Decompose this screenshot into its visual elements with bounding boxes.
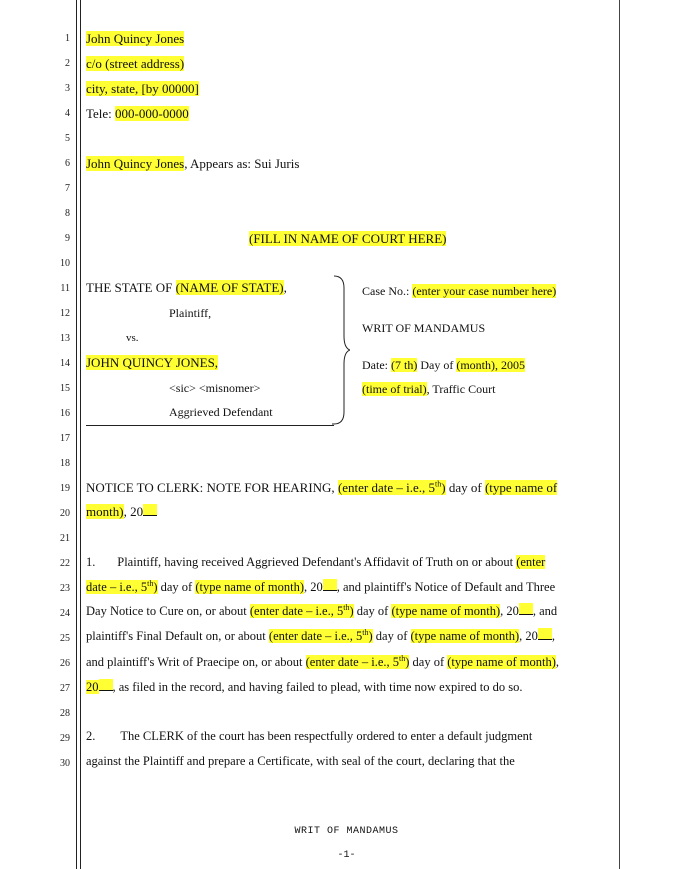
line-number: 7 xyxy=(65,183,70,194)
caption-brace xyxy=(332,274,350,426)
appears-name: John Quincy Jones xyxy=(86,156,185,171)
notice-date-sup: th xyxy=(435,479,442,489)
para1-l23-date-text: date – i.e., 5 xyxy=(86,580,148,594)
aggrieved-label: Aggrieved Defendant xyxy=(169,405,273,419)
para1-l23-day-of: day of xyxy=(157,580,196,594)
notice-date-text: (enter date – i.e., 5 xyxy=(337,480,436,495)
traffic-court: , Traffic Court xyxy=(426,382,496,396)
footer-page-number: -1- xyxy=(337,850,356,861)
para1-l25-sup: th xyxy=(362,627,369,637)
header-address-text: c/o (street address) xyxy=(86,56,185,71)
date-day: (7 th) xyxy=(391,358,418,372)
appears-line xyxy=(86,156,299,172)
para1-l25-day-of: day of xyxy=(372,629,411,643)
notice-date xyxy=(338,480,446,495)
date-mid: Day of xyxy=(417,358,457,372)
caption-rule xyxy=(86,425,334,426)
para1-l26-close: ) xyxy=(405,655,410,669)
notice-date-close: ) xyxy=(441,480,446,495)
line-number: 14 xyxy=(60,358,70,369)
notice-day-of: day of xyxy=(445,480,485,495)
para1-l24-close: ) xyxy=(349,604,354,618)
para1-line-27 xyxy=(86,679,522,695)
margin-rule-inner xyxy=(80,0,81,869)
line-number: 26 xyxy=(60,658,70,669)
line-number: 19 xyxy=(60,483,70,494)
trial-line xyxy=(362,381,495,397)
line-number: 12 xyxy=(60,308,70,319)
defendant-name xyxy=(86,355,218,371)
date-year: , 2005 xyxy=(495,358,525,372)
para1-l23-year: , 20 xyxy=(304,580,323,594)
time-of-trial: (time of trial) xyxy=(362,382,427,396)
para1-l25-text: plaintiff's Final Default on, or about xyxy=(86,629,269,643)
date-label: Date: xyxy=(362,358,391,372)
para1-l25-rest: , xyxy=(551,629,556,643)
para2-l29-text: The CLERK of the court has been respectfully ordered to enter a default judgment xyxy=(120,729,533,743)
case-no-line xyxy=(362,283,556,299)
margin-rule-right xyxy=(619,0,620,869)
para1-line-22 xyxy=(86,554,545,570)
margin-rule-outer xyxy=(76,0,77,869)
line-number: 18 xyxy=(60,458,70,469)
notice-month-cont: month) xyxy=(86,504,124,519)
para1-line-25 xyxy=(86,628,555,644)
para1-num: 1. xyxy=(86,555,96,569)
line-number: 1 xyxy=(65,33,70,44)
para1-l23-sup: th xyxy=(147,578,154,588)
para1-l27-blank xyxy=(99,679,113,691)
state-line xyxy=(86,280,287,296)
tele-label: Tele: xyxy=(86,106,112,121)
date-month: (month) xyxy=(456,358,495,372)
writ-label: WRIT OF MANDAMUS xyxy=(362,321,486,335)
para1-l25-date-text: (enter date – i.e., 5 xyxy=(268,629,363,643)
notice-month: (type name of xyxy=(484,480,558,495)
line-number: 22 xyxy=(60,558,70,569)
para1-l24-date-text: (enter date – i.e., 5 xyxy=(249,604,344,618)
line-number: 20 xyxy=(60,508,70,519)
case-no-value: (enter your case number here) xyxy=(412,284,557,298)
court-title-text: (FILL IN NAME OF COURT HERE) xyxy=(249,231,447,246)
para1-l23-close: ) xyxy=(153,580,158,594)
header-city xyxy=(86,81,199,97)
para1-l24-year: , 20 xyxy=(500,604,519,618)
para1-l24-rest: , and xyxy=(532,604,558,618)
para1-l24-sup: th xyxy=(343,602,350,612)
line-number: 16 xyxy=(60,408,70,419)
plaintiff-label: Plaintiff, xyxy=(169,306,212,320)
court-title xyxy=(249,231,446,247)
para1-l26-day-of: day of xyxy=(409,655,448,669)
para1-line-23 xyxy=(86,579,555,595)
para1-line-26 xyxy=(86,654,559,670)
line-number: 29 xyxy=(60,733,70,744)
date-line xyxy=(362,357,525,373)
header-name xyxy=(86,31,184,47)
line-number: 2 xyxy=(65,58,70,69)
line-number: 10 xyxy=(60,258,70,269)
para1-l27-rest: , as filed in the record, and having failed to plead, with time now expired to do so. xyxy=(112,680,523,694)
line-number: 30 xyxy=(60,758,70,769)
line-number: 5 xyxy=(65,133,70,144)
appears-rest: , Appears as: Sui Juris xyxy=(184,156,300,171)
line-number: 11 xyxy=(60,283,70,294)
notice-prefix: NOTICE TO CLERK: NOTE FOR HEARING, xyxy=(86,480,338,495)
state-prefix: THE STATE OF xyxy=(86,280,176,295)
para1-l26-text: and plaintiff's Writ of Praecipe on, or about xyxy=(86,655,306,669)
para1-l23-rest: , and plaintiff's Notice of Default and Three xyxy=(336,580,556,594)
state-name: (NAME OF STATE) xyxy=(175,280,284,295)
line-number: 13 xyxy=(60,333,70,344)
vs-label: vs. xyxy=(126,332,139,344)
line-number: 6 xyxy=(65,158,70,169)
para1-l26-rest: , xyxy=(555,655,560,669)
para1-l24-day-of: day of xyxy=(353,604,392,618)
tele-value: 000-000-0000 xyxy=(115,106,189,121)
para1-l27-year: 20 xyxy=(86,680,99,694)
footer-title: WRIT OF MANDAMUS xyxy=(294,826,399,837)
notice-year: , 20 xyxy=(123,504,144,519)
para1-l25-month: (type name of month) xyxy=(410,629,520,643)
para1-l26-month: (type name of month) xyxy=(447,655,556,669)
line-number: 21 xyxy=(60,533,70,544)
line-number: 24 xyxy=(60,608,70,619)
state-suffix: , xyxy=(283,280,287,295)
para1-l22-text: Plaintiff, having received Aggrieved Defendant's Affidavit of Truth on or about xyxy=(117,555,517,569)
line-number: 27 xyxy=(60,683,70,694)
notice-line xyxy=(86,480,557,496)
para1-l26-date-text: (enter date – i.e., 5 xyxy=(305,655,399,669)
para1-l26-date xyxy=(306,655,410,669)
para2-num: 2. xyxy=(86,729,96,743)
line-number: 3 xyxy=(65,83,70,94)
line-number: 4 xyxy=(65,108,70,119)
line-number: 17 xyxy=(60,433,70,444)
para1-l24-blank xyxy=(519,603,533,615)
notice-line-2 xyxy=(86,504,157,520)
header-tele xyxy=(86,106,189,122)
para1-l26-sup: th xyxy=(399,653,406,663)
line-number: 8 xyxy=(65,208,70,219)
para1-l25-blank xyxy=(538,628,552,640)
para1-l22-hl: (enter xyxy=(516,555,546,569)
case-no-label: Case No.: xyxy=(362,284,413,298)
line-number: 23 xyxy=(60,583,70,594)
sic-label: <sic> <misnomer> xyxy=(169,381,261,395)
para1-l24-text: Day Notice to Cure on, or about xyxy=(86,604,250,618)
para2-line-29 xyxy=(86,728,532,744)
para2-l30-text: against the Plaintiff and prepare a Certificate, with seal of the court, declaring that the xyxy=(86,754,515,768)
para1-l25-year: , 20 xyxy=(519,629,538,643)
para1-l23-month: (type name of month) xyxy=(195,580,304,594)
line-number: 28 xyxy=(60,708,70,719)
header-name-text: John Quincy Jones xyxy=(86,31,185,46)
notice-year-blank xyxy=(143,504,157,516)
para1-l25-close: ) xyxy=(368,629,373,643)
line-number: 25 xyxy=(60,633,70,644)
para1-line-24 xyxy=(86,603,557,619)
para1-l23-blank xyxy=(323,579,337,591)
header-city-text: city, state, [by 00000] xyxy=(86,81,199,96)
line-number: 15 xyxy=(60,383,70,394)
para1-l24-date xyxy=(250,604,354,618)
para1-l24-month: (type name of month) xyxy=(391,604,501,618)
para2-line-30 xyxy=(86,753,515,769)
para1-l23-date xyxy=(86,580,158,594)
defendant-name-text: JOHN QUINCY JONES, xyxy=(86,355,219,370)
header-address xyxy=(86,56,184,72)
para1-l25-date xyxy=(269,629,373,643)
line-number: 9 xyxy=(65,233,70,244)
